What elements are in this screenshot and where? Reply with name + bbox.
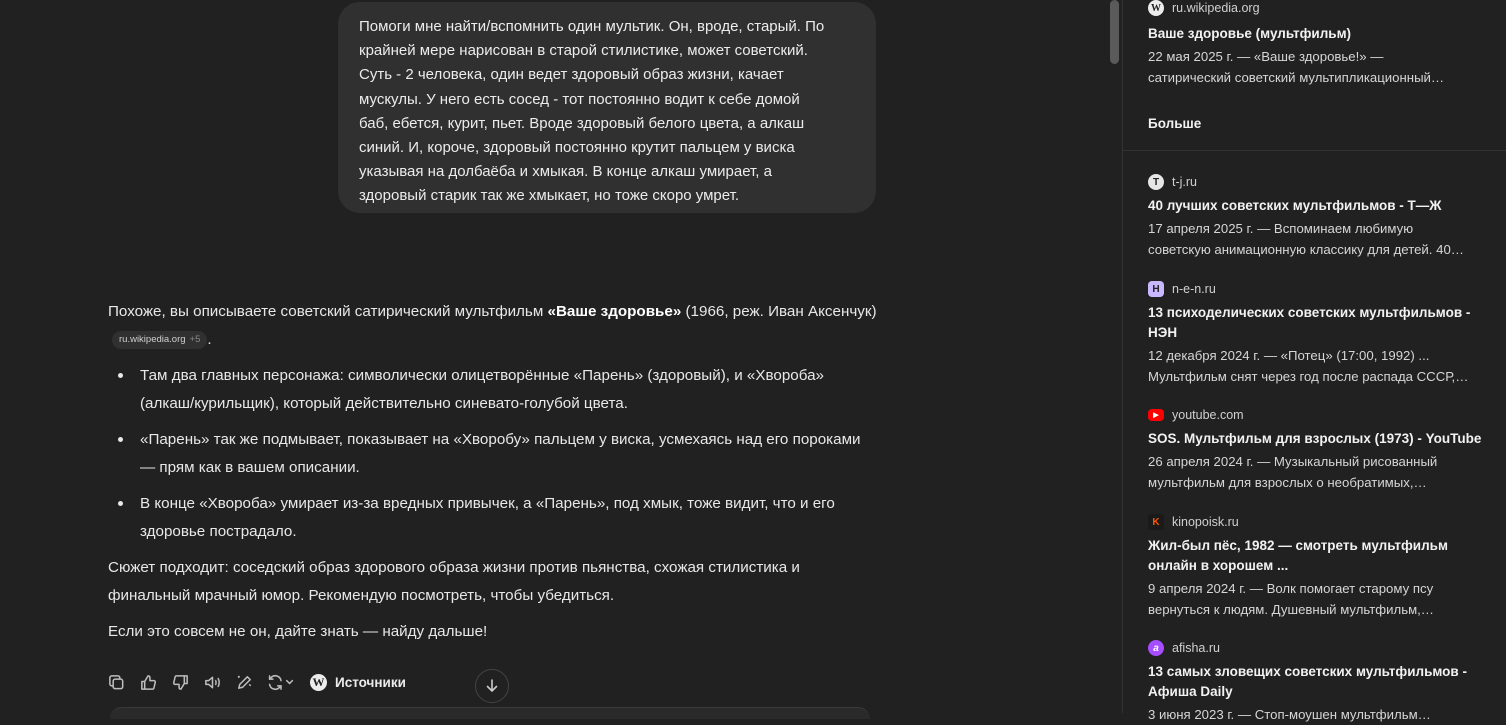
kinopoisk-favicon-icon: K xyxy=(1148,514,1164,530)
user-message-line: мускулы. У него есть сосед - тот постоянно водит к себе домой xyxy=(359,90,800,108)
source-domain: kinopoisk.ru xyxy=(1172,515,1239,529)
read-aloud-icon xyxy=(203,673,222,692)
citation-pill[interactable] xyxy=(112,331,207,349)
source-snippet xyxy=(1148,46,1488,88)
source-snippet-line: советскую анимационную классику для детей. 40… xyxy=(1148,242,1464,257)
source-item-youtube[interactable] xyxy=(1148,407,1488,493)
composer-input-edge[interactable] xyxy=(110,707,870,719)
user-message-line: здоровый старик так же хмыкает, но тоже скоро умрет. xyxy=(359,187,739,205)
arrow-down-icon xyxy=(484,678,500,694)
answer-intro-text-2: (1966, реж. Иван Аксенчук) xyxy=(681,303,877,320)
source-snippet-line: 9 апреля 2024 г. — Волк помогает старому псу xyxy=(1148,581,1434,596)
source-snippet xyxy=(1148,451,1488,493)
regenerate-icon xyxy=(266,673,296,692)
answer-intro xyxy=(108,298,878,354)
source-title: 40 лучших советских мультфильмов - Т—Ж xyxy=(1148,198,1442,213)
source-header xyxy=(1148,0,1488,16)
answer-bullet: Там два главных персонажа: символически олицетворённые «Парень» (здоровый), и «Хвороба» (алкаш/курильщик), который действительно синевато-голубой цвета. xyxy=(108,362,878,418)
source-title xyxy=(1148,662,1488,702)
source-snippet xyxy=(1148,345,1488,387)
source-item-top[interactable] xyxy=(1148,0,1488,88)
sources-button[interactable] xyxy=(310,674,406,691)
user-message-bubble xyxy=(338,2,876,213)
source-item-nen[interactable] xyxy=(1148,281,1488,387)
answer-closing: Если это совсем не он, дайте знать — найду дальше! xyxy=(108,623,488,640)
sources-panel xyxy=(1122,0,1505,722)
youtube-favicon-icon: ▶ xyxy=(1148,409,1164,421)
source-title-line: НЭН xyxy=(1148,325,1178,340)
source-snippet-line: 26 апреля 2024 г. — Музыкальный рисованный xyxy=(1148,454,1438,469)
source-item-kinopoisk[interactable] xyxy=(1148,514,1488,620)
source-header xyxy=(1148,174,1488,190)
source-title xyxy=(1148,303,1488,343)
source-snippet-line: вернуться к людям. Душевный мультфильм,… xyxy=(1148,602,1434,617)
afisha-favicon-icon: a xyxy=(1148,640,1164,656)
message-actions-bar xyxy=(106,670,406,694)
source-snippet-line: Мультфильм снят через год после распада СССР,… xyxy=(1148,369,1469,384)
source-domain: n-e-n.ru xyxy=(1172,282,1216,296)
source-title-line: 13 самых зловещих советских мультфильмов - xyxy=(1148,664,1467,679)
source-header xyxy=(1148,640,1488,656)
source-snippet xyxy=(1148,218,1488,260)
source-item-tj[interactable] xyxy=(1148,174,1488,260)
source-title-line: онлайн в хорошем ... xyxy=(1148,558,1289,573)
source-snippet-line: 17 апреля 2025 г. — Вспоминаем любимую xyxy=(1148,221,1414,236)
source-title-line: 13 психоделических советских мультфильмов - xyxy=(1148,305,1471,320)
nen-favicon-icon: Н xyxy=(1148,281,1164,297)
read-aloud-button[interactable] xyxy=(202,672,222,692)
wikipedia-favicon-icon: W xyxy=(1148,0,1164,16)
citation-more-count: +5 xyxy=(189,334,201,345)
thumbs-down-button[interactable] xyxy=(170,672,190,692)
edit-button[interactable] xyxy=(234,672,254,692)
answer-intro-end: . xyxy=(207,331,212,348)
source-snippet-line: мультфильм для взрослых о необратимых,… xyxy=(1148,475,1427,490)
source-snippet xyxy=(1148,578,1488,620)
regenerate-button[interactable] xyxy=(266,672,296,692)
source-domain: ru.wikipedia.org xyxy=(1172,1,1260,15)
source-domain: youtube.com xyxy=(1172,408,1244,422)
answer-bullet: В конце «Хвороба» умирает из-за вредных привычек, а «Парень», под хмык, тоже видит, что и его здоровье пострадало. xyxy=(108,490,878,546)
chat-scrollbar-thumb[interactable] xyxy=(1110,0,1119,64)
answer-intro-text: Похоже, вы описываете советский сатирический мультфильм xyxy=(108,303,548,320)
source-title: SOS. Мультфильм для взрослых (1973) - YouTube xyxy=(1148,431,1482,446)
source-snippet xyxy=(1148,704,1488,725)
more-sources-heading: Больше xyxy=(1148,116,1202,131)
source-snippet-line: 22 мая 2025 г. — «Ваше здоровье!» — xyxy=(1148,49,1384,64)
panel-divider xyxy=(1123,150,1506,151)
source-title-line: Жил-был пёс, 1982 — смотреть мультфильм xyxy=(1148,538,1448,553)
thumbs-up-button[interactable] xyxy=(138,672,158,692)
answer-title-bold: «Ваше здоровье» xyxy=(547,303,682,320)
tj-favicon-icon: Т xyxy=(1148,174,1164,190)
source-domain: t-j.ru xyxy=(1172,175,1197,189)
source-title-line: Афиша Daily xyxy=(1148,684,1233,699)
thumbs-down-icon xyxy=(171,673,190,692)
user-message-line: баб, ебется, курит, пьет. Вроде здоровый белого цвета, а алкаш xyxy=(359,114,805,132)
source-title xyxy=(1148,536,1488,576)
user-message-line: синий. И, короче, здоровый постоянно крутит пальцем у виска xyxy=(359,139,795,157)
answer-summary: Сюжет подходит: соседский образ здорового образа жизни против пьянства, схожая стилистика и финальный мрачный юмор. Рекомендую посмотреть, чтобы убедиться. xyxy=(108,559,800,604)
user-message-line: Суть - 2 человека, один ведет здоровый образ жизни, качает xyxy=(359,66,784,84)
source-snippet-line: 3 июня 2023 г. — Стоп-моушен мультфильм… xyxy=(1148,707,1431,722)
answer-bullet-list xyxy=(108,362,878,546)
source-domain: afisha.ru xyxy=(1172,641,1220,655)
source-item-afisha[interactable] xyxy=(1148,640,1488,725)
source-snippet-line: 12 декабря 2024 г. — «Потец» (17:00, 1992) ... xyxy=(1148,348,1430,363)
user-message-line: крайней мере нарисован в старой стилистике, может советский. xyxy=(359,42,808,60)
source-header xyxy=(1148,281,1488,297)
user-message-line: указывая на долбаёба и хмыкая. В конце алкаш умирает, а xyxy=(359,163,772,181)
source-snippet-line: сатирический советский мультипликационный… xyxy=(1148,70,1445,85)
answer-bullet: «Парень» так же подмывает, показывает на «Хворобу» пальцем у виска, усмехаясь над его пороками — прям как в вашем описании. xyxy=(108,426,878,482)
source-header xyxy=(1148,514,1488,530)
wikipedia-icon: W xyxy=(310,674,327,691)
citation-domain: ru.wikipedia.org xyxy=(119,334,186,345)
scroll-to-bottom-button[interactable] xyxy=(475,669,509,703)
assistant-answer xyxy=(108,298,878,654)
thumbs-up-icon xyxy=(139,673,158,692)
copy-button[interactable] xyxy=(106,672,126,692)
user-message-line: Помоги мне найти/вспомнить один мультик. Он, вроде, старый. По xyxy=(359,18,825,35)
source-title: Ваше здоровье (мультфильм) xyxy=(1148,26,1352,41)
sources-button-label: Источники xyxy=(335,674,406,690)
edit-icon xyxy=(235,673,254,692)
source-header xyxy=(1148,407,1488,423)
copy-icon xyxy=(107,673,126,692)
